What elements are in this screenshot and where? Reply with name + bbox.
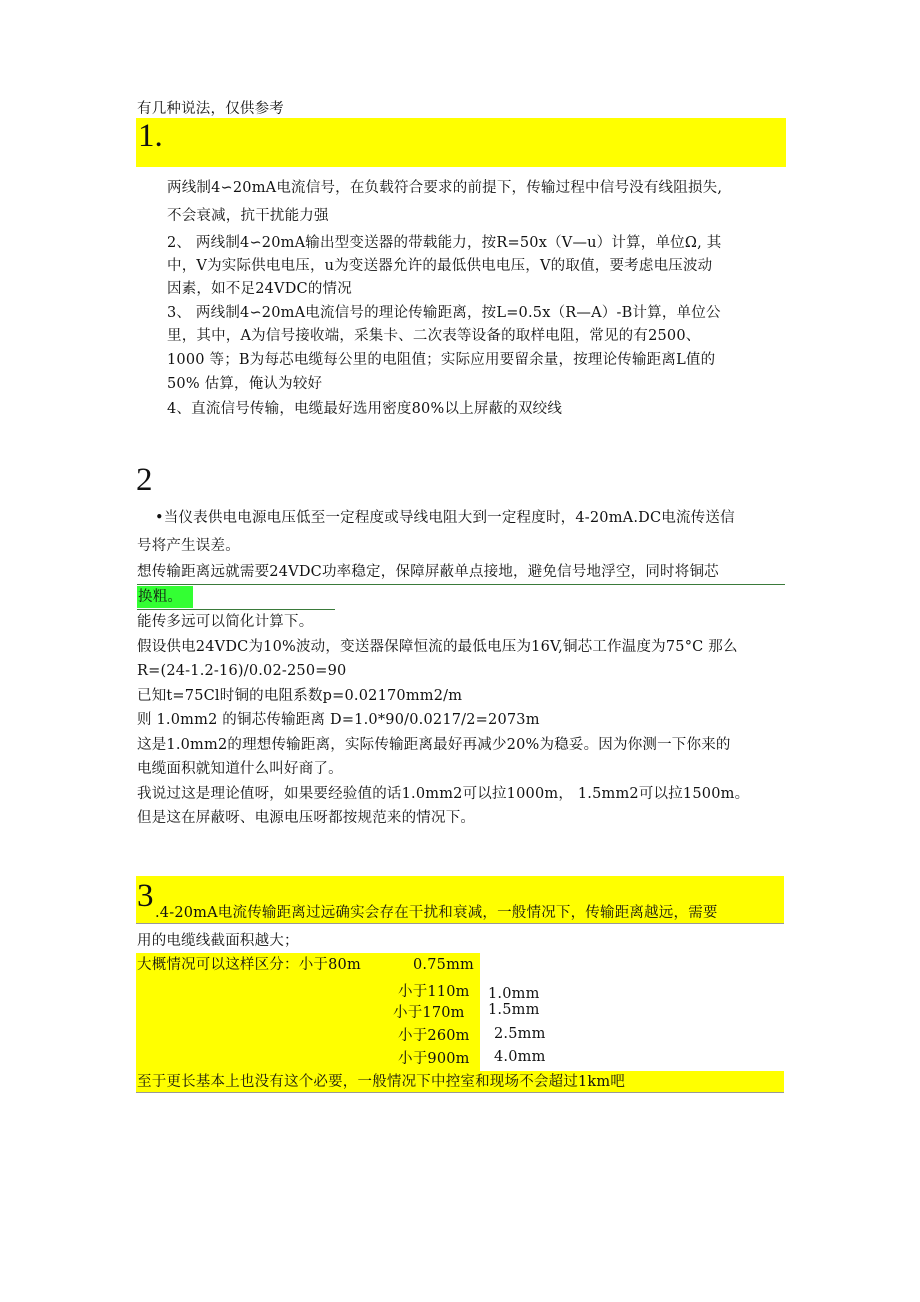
table-row-5-size: 4.0mm <box>494 1049 546 1065</box>
table-row-3-size: 1.5mm <box>488 1002 540 1018</box>
section1-p1-line1: 两线制4∽20mA电流信号，在负载符合要求的前提下，传输过程中信号没有线阻损失, <box>167 180 723 196</box>
section3-line2: 用的电缆线截面积越大； <box>137 933 299 949</box>
table-row-2-size: 1.0mm <box>488 986 540 1002</box>
section2-line3: 想传输距离远就需要24VDC功率稳定，保障屏蔽单点接地，避免信号地浮空，同时将铜芯 <box>137 564 719 580</box>
table-row-2-dist: 小于110m <box>398 984 470 1000</box>
section2-underline-1 <box>137 584 785 585</box>
section2-line2: 号将产生误差。 <box>137 538 240 554</box>
table-row-5-dist: 小于900m <box>398 1051 470 1067</box>
section2-line4: 换粗。 <box>138 589 183 605</box>
section2-line11: 电缆面积就知道什么叫好商了。 <box>137 761 343 777</box>
table-row-4-dist: 小于260m <box>398 1028 470 1044</box>
section3-rule-top <box>136 923 784 924</box>
section2-line13: 但是这在屏蔽呀、电源电压呀都按规范来的情况下。 <box>137 810 476 826</box>
section2-line5: 能传多远可以简化计算下。 <box>137 614 314 630</box>
section2-line1: •当仪表供电电源电压低至一定程度或导线电阻大到一定程度时，4-20mA.DC电流传送信 <box>155 510 735 526</box>
section2-underline-2 <box>137 609 335 610</box>
section2-line10: 这是1.0mm2的理想传输距离，实际传输距离最好再减少20%为稳妥。因为你测一下你来的 <box>137 737 731 753</box>
section1-p2-line3: 因素，如不足24VDC的情况 <box>167 281 352 297</box>
section3-rule-bottom <box>136 1092 784 1093</box>
section3-table-intro: 大概情况可以这样区分：小于80m <box>137 957 361 973</box>
section1-p3-line1: 3、 两线制4∽20mA电流信号的理论传输距离，按L=0.5x（R—A）-B计算，单位公 <box>167 305 721 321</box>
section2-line12: 我说过这是理论值呀，如果要经验值的话1.0mm2可以拉1000m， 1.5mm2可以拉1500m。 <box>137 786 750 802</box>
section1-p4-line1: 4、直流信号传输，电缆最好选用密度80%以上屏蔽的双绞线 <box>167 401 563 417</box>
section1-p3-line2: 里，其中，A为信号接收端，采集卡、二次表等设备的取样电阻，常见的有2500、 <box>167 328 701 344</box>
table-row-1-size: 0.75mm <box>413 957 474 973</box>
section1-highlight <box>136 118 786 167</box>
section3-closing: 至于更长基本上也没有这个必要，一般情况下中控室和现场不会超过1km吧 <box>137 1074 626 1090</box>
table-row-4-size: 2.5mm <box>494 1026 546 1042</box>
section1-p2-line2: 中，V为实际供电电压，u为变送器允许的最低供电电压，V的取值，要考虑电压波动 <box>167 258 713 274</box>
section3-line1: .4-20mA电流传输距离过远确实会存在干扰和衰减，一般情况下，传输距离越远，需要 <box>155 905 718 921</box>
section1-p3-line4: 50% 估算，俺认为较好 <box>167 376 323 392</box>
section3-number: 3 <box>137 878 154 914</box>
section2-line8: 已知t=75Cl时铜的电阻系数p=0.02170mm2/m <box>137 688 463 704</box>
section1-p3-line3: 1000 等；B为每芯电缆每公里的电阻值；实际应用要留余量，按理论传输距离L值的 <box>167 352 716 368</box>
table-row-3-dist: 小于170m <box>393 1005 465 1021</box>
section1-number: 1. <box>138 118 163 154</box>
section2-number: 2 <box>136 462 153 498</box>
intro-text: 有几种说法，仅供参考 <box>137 101 284 117</box>
section1-p1-line2: 不会衰减，抗干扰能力强 <box>167 208 329 224</box>
section1-p2-line1: 2、 两线制4∽20mA输出型变送器的带载能力，按R=50x（V—u）计算，单位Ω, 其 <box>167 235 722 251</box>
section2-line7: R=(24-1.2-16)/0.02-250=90 <box>137 663 347 679</box>
section2-line6: 假设供电24VDC为10%波动，变送器保障恒流的最低电压为16V,铜芯工作温度为75°C 那么 <box>137 639 738 655</box>
section2-line9: 则 1.0mm2 的铜芯传输距离 D=1.0*90/0.0217/2=2073m <box>137 712 540 728</box>
